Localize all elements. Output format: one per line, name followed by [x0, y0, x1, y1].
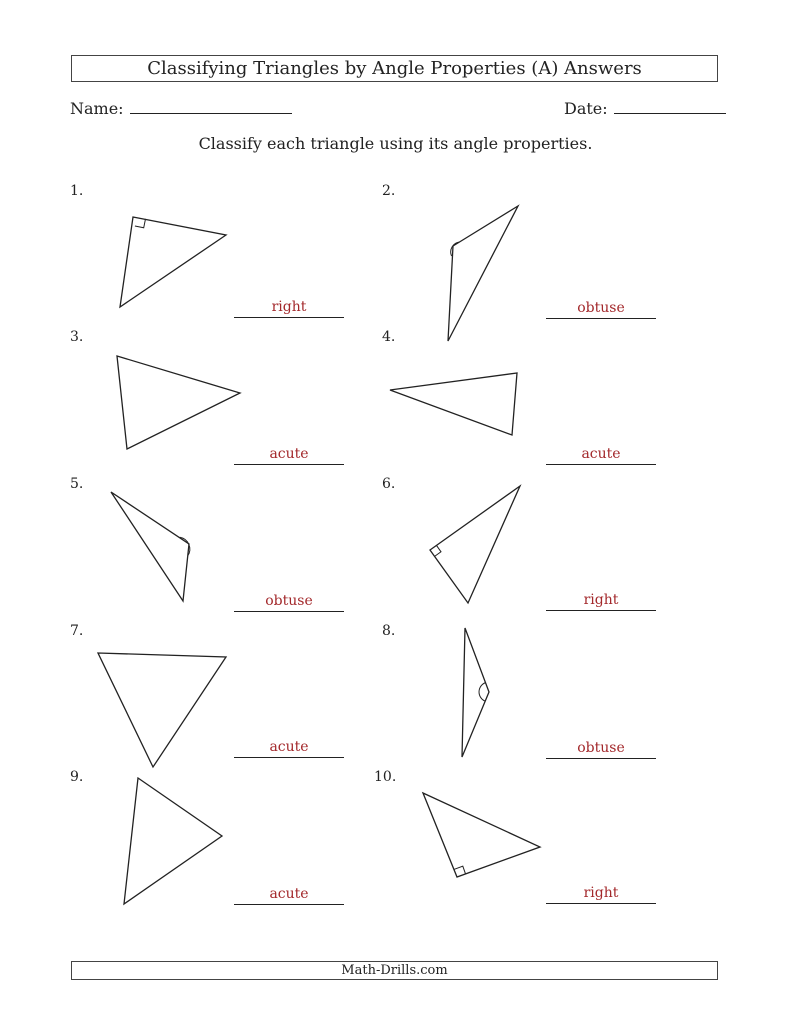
triangle-7 — [98, 653, 226, 767]
problem-number: 6. — [382, 476, 396, 492]
triangle-4 — [390, 373, 517, 435]
triangle-1 — [120, 217, 226, 307]
triangle-10 — [423, 793, 540, 877]
problem-number: 7. — [70, 623, 84, 639]
worksheet-title: Classifying Triangles by Angle Properties (A) Answers — [71, 55, 718, 82]
answer-line[interactable]: obtuse — [546, 738, 656, 759]
answer-line[interactable]: obtuse — [234, 591, 344, 612]
triangle-6 — [430, 486, 520, 603]
answer-line[interactable]: right — [546, 883, 656, 904]
problem-number: 3. — [70, 329, 84, 345]
angle-arc-mark — [479, 683, 485, 702]
problem-number: 9. — [70, 769, 84, 785]
date-label: Date: — [564, 99, 608, 118]
right-angle-mark — [454, 866, 465, 874]
triangle-2 — [448, 206, 518, 341]
triangle-3 — [117, 356, 240, 449]
problem-number: 4. — [382, 329, 396, 345]
answer-line[interactable]: acute — [234, 737, 344, 758]
answer-line[interactable]: acute — [234, 884, 344, 905]
answer-line[interactable]: acute — [546, 444, 656, 465]
instructions: Classify each triangle using its angle properties. — [198, 134, 593, 153]
name-label: Name: — [70, 99, 124, 118]
problem-number: 1. — [70, 183, 84, 199]
problem-number: 2. — [382, 183, 396, 199]
right-angle-mark — [135, 219, 146, 228]
answer-line[interactable]: obtuse — [546, 298, 656, 319]
triangle-8 — [462, 628, 489, 757]
footer-site-name: Math-Drills.com — [71, 961, 718, 980]
right-angle-mark — [435, 545, 441, 556]
problem-number: 8. — [382, 623, 396, 639]
triangle-5 — [111, 492, 189, 601]
answer-line[interactable]: acute — [234, 444, 344, 465]
problem-number: 5. — [70, 476, 84, 492]
answer-line[interactable]: right — [546, 590, 656, 611]
answer-line[interactable]: right — [234, 297, 344, 318]
problem-number: 10. — [374, 769, 397, 785]
triangle-9 — [124, 778, 222, 904]
